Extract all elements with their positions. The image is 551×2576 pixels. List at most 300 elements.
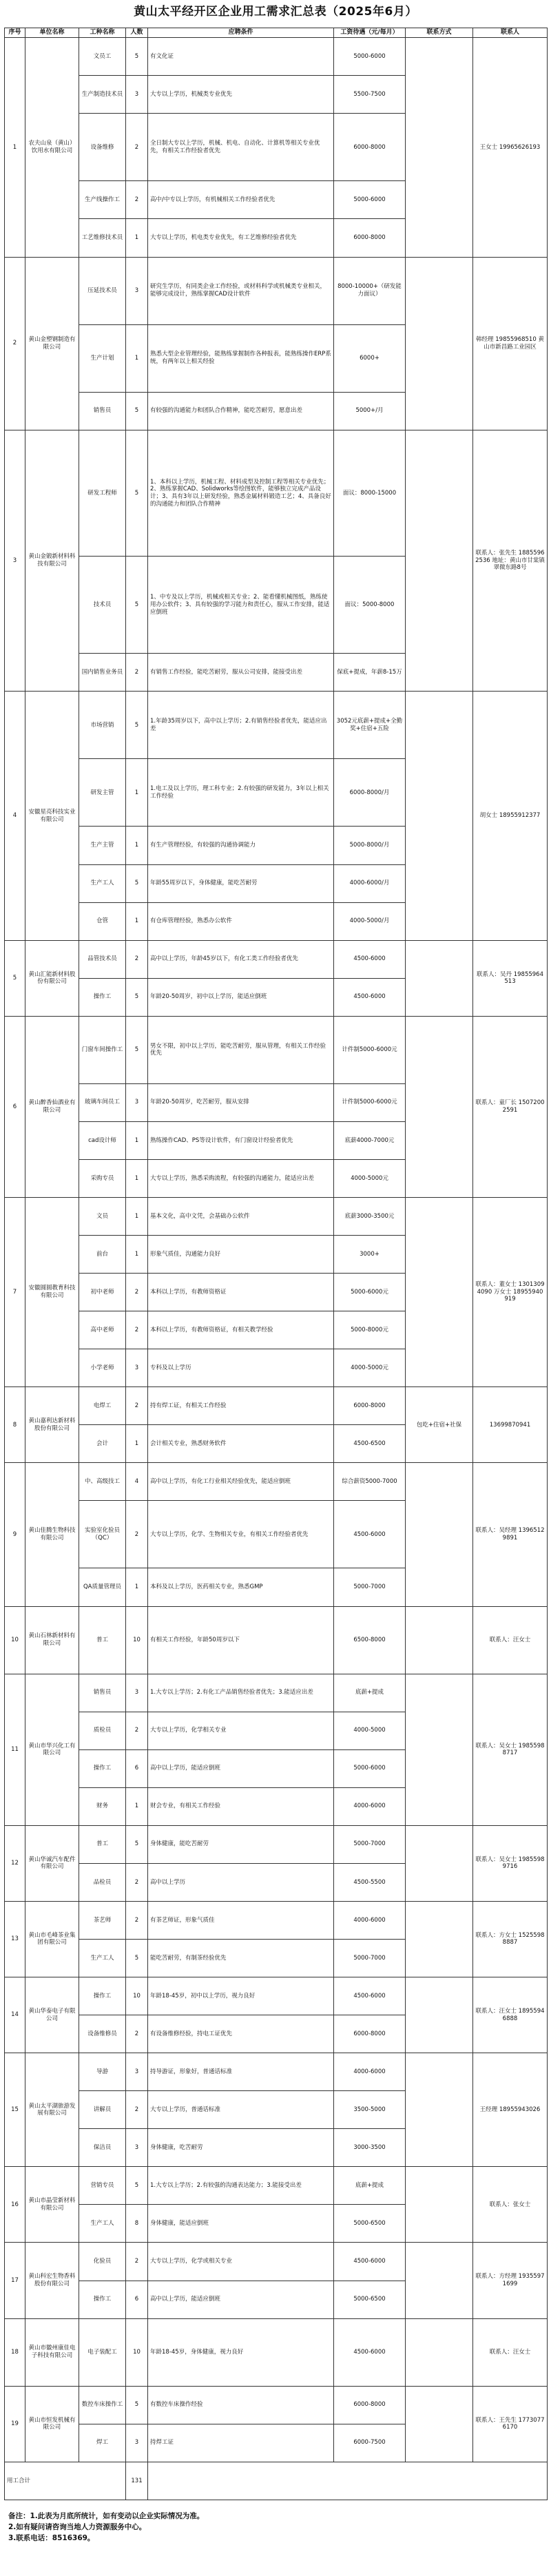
- job-requirements: 大专以上学历，熟悉采购流程，有较强的沟通能力，能适应出差: [148, 1159, 334, 1197]
- job-count: 5: [126, 430, 148, 557]
- company-contact: [406, 940, 473, 1016]
- job-requirements: 持导游证，形象好，普通话标准: [148, 2053, 334, 2091]
- total-label: 用工合计: [5, 2462, 126, 2500]
- job-title: 生产工人: [79, 2205, 126, 2243]
- job-pay: 6000-7500: [334, 2424, 406, 2462]
- table-row: [5, 2386, 548, 2424]
- job-pay: 4000-5000: [334, 1712, 406, 1749]
- job-requirements: 年龄18-45岁，身体健康，视力良好: [148, 2318, 334, 2386]
- table-header-row: [5, 28, 548, 38]
- job-count: 2: [126, 654, 148, 692]
- job-pay: 4500-6000: [334, 1501, 406, 1568]
- job-pay: 5000-6000: [334, 181, 406, 219]
- job-count: 5: [126, 1939, 148, 1977]
- job-count: 1: [126, 1787, 148, 1825]
- company-contact: [406, 2386, 473, 2462]
- company-person: 联系人：汪女士 18955946888: [473, 1977, 548, 2053]
- job-requirements: 大专以上学历，化学或相关专业: [148, 2243, 334, 2281]
- job-title: 玻璃车间员工: [79, 1083, 126, 1121]
- job-requirements: 能吃苦耐劳，有制茶经验优先: [148, 1939, 334, 1977]
- job-requirements: 年龄18-45岁，初中以上学历，视力良好: [148, 1977, 334, 2015]
- job-title: 国内销售业务员: [79, 654, 126, 692]
- job-pay: 4500-6000: [334, 2243, 406, 2281]
- table-row: [5, 38, 548, 76]
- job-count: 2: [126, 1501, 148, 1568]
- job-requirements: 身体健康，吃苦耐劳: [148, 2129, 334, 2167]
- company-name: 黄山科宏生物香料股份有限公司: [25, 2243, 79, 2318]
- company-name: 黄山市华兴化工有限公司: [25, 1674, 79, 1825]
- job-count: 2: [126, 114, 148, 181]
- job-count: 6: [126, 2281, 148, 2318]
- job-title: 前台: [79, 1236, 126, 1274]
- job-requirements: 财会专业，有相关工作经验: [148, 1787, 334, 1825]
- company-person: 联系人：童厂长 15072002591: [473, 1016, 548, 1197]
- job-requirements: 大专以上学历，机电类专业优先，有工艺维修经验者优先: [148, 219, 334, 257]
- job-count: 3: [126, 1083, 148, 1121]
- job-requirements: 高中/中专以上学历，有机械相关工作经验者优先: [148, 181, 334, 219]
- table-row: [5, 940, 548, 978]
- company-person: 联系人：方女士 15255988887: [473, 1901, 548, 1977]
- header-cell: 联系方式: [406, 28, 473, 38]
- table-row: [5, 1606, 548, 1674]
- job-requirements: 有设备维修经验，持电工证优先: [148, 2015, 334, 2053]
- job-pay: 底薪+提成: [334, 1674, 406, 1712]
- header-cell: 工种名称: [79, 28, 126, 38]
- company-contact: [406, 2243, 473, 2318]
- job-pay: 6000-8000: [334, 2015, 406, 2053]
- job-count: 1: [126, 1236, 148, 1274]
- job-title: 普工: [79, 1606, 126, 1674]
- job-title: 技术员: [79, 557, 126, 654]
- job-count: 5: [126, 2386, 148, 2424]
- table-row: [5, 2053, 548, 2091]
- company-contact: [406, 1197, 473, 1386]
- job-pay: 面议：5000-8000: [334, 557, 406, 654]
- company-number: 3: [5, 430, 25, 692]
- job-requirements: 本科及以上学历，医药相关专业，熟悉GMP: [148, 1568, 334, 1606]
- table-body: [5, 38, 548, 2500]
- total-count: 131: [126, 2462, 148, 2500]
- job-requirements: 1、中专及以上学历，机械或相关专业；2、能看懂机械图纸，熟练使用办公软件；3、具有较强的学习能力和责任心，服从工作安排，能适应倒班: [148, 557, 334, 654]
- table-row: [5, 1977, 548, 2015]
- company-person: 胡女士 18955912377: [473, 692, 548, 940]
- job-title: 品管技术员: [79, 940, 126, 978]
- job-requirements: 1.大专以上学历；2.有化工产品销售经验者优先；3.能适应出差: [148, 1674, 334, 1712]
- job-pay: 计件制5000-6000元: [334, 1083, 406, 1121]
- job-pay: 5000-7000: [334, 1825, 406, 1863]
- job-requirements: 年龄20-50周岁，初中以上学历，能适应倒班: [148, 978, 334, 1016]
- company-name: 黄山市恒发机械有限公司: [25, 2386, 79, 2462]
- company-number: 8: [5, 1387, 25, 1463]
- job-count: 2: [126, 940, 148, 978]
- company-person: 王女士 19965626193: [473, 38, 548, 257]
- job-pay: 8000-10000+（研发能力面议）: [334, 257, 406, 324]
- company-contact: [406, 257, 473, 430]
- job-summary-table: [4, 28, 548, 2500]
- job-count: 2: [126, 1901, 148, 1939]
- job-title: 压延技术员: [79, 257, 126, 324]
- company-person: 联系人：方经理 19355971699: [473, 2243, 548, 2318]
- table-row: [5, 1901, 548, 1939]
- company-name: 安徽星亮科技实业有限公司: [25, 692, 79, 940]
- company-contact: [406, 1825, 473, 1901]
- company-number: 10: [5, 1606, 25, 1674]
- job-requirements: 形象气质佳，沟通能力良好: [148, 1236, 334, 1274]
- job-requirements: 持有焊工证，有相关工作经验: [148, 1387, 334, 1425]
- company-number: 9: [5, 1463, 25, 1606]
- job-pay: 5000-7000: [334, 1939, 406, 1977]
- company-number: 6: [5, 1016, 25, 1197]
- job-count: 5: [126, 692, 148, 759]
- company-name: 黄山汇能新材料股份有限公司: [25, 940, 79, 1016]
- job-title: 普工: [79, 1825, 126, 1863]
- total-row: [5, 2462, 548, 2500]
- company-name: 黄山华泰电子有限公司: [25, 1977, 79, 2053]
- job-pay: 4500-6000: [334, 940, 406, 978]
- job-title: 设备维修员: [79, 2015, 126, 2053]
- job-pay: 5000-8000元: [334, 1311, 406, 1349]
- job-count: 5: [126, 978, 148, 1016]
- job-requirements: 有茶艺师证，形象气质佳: [148, 1901, 334, 1939]
- job-pay: 3000-3500: [334, 2129, 406, 2167]
- job-count: 3: [126, 1349, 148, 1387]
- job-requirements: 有生产管理经验，有较强的沟通协调能力: [148, 827, 334, 864]
- job-count: 1: [126, 759, 148, 827]
- job-count: 1: [126, 1197, 148, 1235]
- company-number: 14: [5, 1977, 25, 2053]
- job-title: 文员工: [79, 38, 126, 76]
- job-requirements: 1.年龄35周岁以下，高中以上学历；2.有销售经验者优先，能适应出差: [148, 692, 334, 759]
- job-pay: 5000-6000: [334, 1749, 406, 1787]
- job-count: 5: [126, 1825, 148, 1863]
- job-count: 3: [126, 2129, 148, 2167]
- company-name: 黄山金塑钢制造有限公司: [25, 257, 79, 430]
- job-title: 会计: [79, 1425, 126, 1463]
- company-name: 黄山华诚汽车配件有限公司: [25, 1825, 79, 1901]
- job-pay: 6000-8000: [334, 114, 406, 181]
- job-title: 生产线操作工: [79, 181, 126, 219]
- job-count: 1: [126, 902, 148, 940]
- job-requirements: 高中以上学历，年龄45岁以下，有化工类工作经验者优先: [148, 940, 334, 978]
- job-count: 2: [126, 2015, 148, 2053]
- job-requirements: 本科以上学历，有教师资格证: [148, 1274, 334, 1311]
- job-count: 3: [126, 257, 148, 324]
- table-row: [5, 1463, 548, 1501]
- job-title: 销售员: [79, 1674, 126, 1712]
- job-requirements: 1.大专以上学历；2.有较强的沟通表达能力；3.能接受出差: [148, 2167, 334, 2205]
- table-row: [5, 1674, 548, 1712]
- job-title: 工艺维修技术员: [79, 219, 126, 257]
- company-person: 联系人：张先生 18855962536 地址：黄山市甘棠镇翠微东路8号: [473, 430, 548, 692]
- job-requirements: 基本文化，高中文凭，会基础办公软件: [148, 1197, 334, 1235]
- job-count: 1: [126, 1159, 148, 1197]
- header-cell: 单位名称: [25, 28, 79, 38]
- job-pay: 5500-7500: [334, 76, 406, 114]
- job-pay: 6500-8000: [334, 1606, 406, 1674]
- job-count: 2: [126, 2243, 148, 2281]
- job-requirements: 1、本科以上学历，机械工程、材料成型及控制工程等相关专业优先；2、熟练掌握CAD、Solidworks等绘图软件，能够独立完成产品设计；3、具有3年以上研发经验，熟悉金属材料锻造工艺；4、具备良好的沟通能力和团队合作精神: [148, 430, 334, 557]
- company-contact: [406, 692, 473, 940]
- header-cell: 人数: [126, 28, 148, 38]
- company-name: 安徽圆圆教育科技有限公司: [25, 1197, 79, 1386]
- job-title: 操作工: [79, 978, 126, 1016]
- job-count: 2: [126, 1274, 148, 1311]
- job-title: 研发工程师: [79, 430, 126, 557]
- job-title: 操作工: [79, 2281, 126, 2318]
- company-name: 黄山市毛峰茶业集团有限公司: [25, 1901, 79, 1977]
- company-contact: [406, 2318, 473, 2386]
- company-contact: [406, 1977, 473, 2053]
- job-pay: 4000-6000: [334, 2053, 406, 2091]
- job-title: 茶艺师: [79, 1901, 126, 1939]
- company-number: 5: [5, 940, 25, 1016]
- table-row: [5, 2318, 548, 2386]
- company-contact: [406, 2053, 473, 2167]
- company-name: 黄山醉香仙酒业有限公司: [25, 1016, 79, 1197]
- job-requirements: 男女不限，初中以上学历，能吃苦耐劳，服从管理，有相关工作经验优先: [148, 1016, 334, 1083]
- job-count: 2: [126, 1311, 148, 1349]
- company-name: 黄山太平湖旅游发展有限公司: [25, 2053, 79, 2167]
- job-requirements: 高中以上学历，能适应倒班: [148, 2281, 334, 2318]
- job-pay: 底薪+提成: [334, 2167, 406, 2205]
- job-count: 2: [126, 181, 148, 219]
- company-person: 联系人：汪女士: [473, 1606, 548, 1674]
- job-pay: 4000-6000: [334, 1901, 406, 1939]
- job-requirements: 有较强的沟通能力和团队合作精神，能吃苦耐劳，愿意出差: [148, 392, 334, 430]
- company-number: 13: [5, 1901, 25, 1977]
- job-pay: 4500-6500: [334, 1425, 406, 1463]
- company-contact: [406, 1016, 473, 1197]
- job-count: 8: [126, 2205, 148, 2243]
- job-pay: 6000-8000: [334, 1387, 406, 1425]
- job-pay: 计件制5000-6000元: [334, 1016, 406, 1083]
- job-requirements: 高中以上学历，能适应倒班: [148, 1749, 334, 1787]
- job-title: 数控车床操作工: [79, 2386, 126, 2424]
- job-title: 焊工: [79, 2424, 126, 2462]
- job-title: 生产工人: [79, 864, 126, 902]
- company-contact: [406, 2167, 473, 2243]
- job-requirements: 熟悉大型企业管理经验，能熟练掌握制作各种报表，能熟练操作ERP系统，有两年以上相关经验: [148, 324, 334, 392]
- job-count: 2: [126, 2091, 148, 2129]
- company-person: 联系人：董女士 13013094090 万女士 18955940919: [473, 1197, 548, 1386]
- job-pay: 面议：8000-15000: [334, 430, 406, 557]
- company-name: 农夫山泉（黄山）饮用水有限公司: [25, 38, 79, 257]
- job-pay: 6000-8000: [334, 2386, 406, 2424]
- job-pay: 4500-6000: [334, 2318, 406, 2386]
- job-requirements: 年龄20-50周岁，吃苦耐劳，服从安排: [148, 1083, 334, 1121]
- job-count: 6: [126, 1749, 148, 1787]
- job-count: 3: [126, 2053, 148, 2091]
- job-requirements: 有文化证: [148, 38, 334, 76]
- job-title: 销售员: [79, 392, 126, 430]
- job-title: 讲解员: [79, 2091, 126, 2129]
- job-title: 生产工人: [79, 1939, 126, 1977]
- job-count: 10: [126, 2318, 148, 2386]
- job-count: 10: [126, 1977, 148, 2015]
- job-pay: 4000-6000/月: [334, 864, 406, 902]
- job-title: 操作工: [79, 1749, 126, 1787]
- job-pay: 5000-8000/月: [334, 827, 406, 864]
- job-pay: 4500-6000: [334, 978, 406, 1016]
- job-pay: 3052元底薪+提成+全勤奖+住宿+五险: [334, 692, 406, 759]
- footer-notes: [8, 2511, 539, 2544]
- company-person: 联系人：吴经理 13965129891: [473, 1463, 548, 1606]
- company-name: 黄山佳腾生物科技有限公司: [25, 1463, 79, 1606]
- job-title: 化验员: [79, 2243, 126, 2281]
- job-count: 5: [126, 392, 148, 430]
- job-title: 生产计划: [79, 324, 126, 392]
- company-number: 12: [5, 1825, 25, 1901]
- job-pay: 底薪4000-7000元: [334, 1121, 406, 1159]
- job-title: 电焊工: [79, 1387, 126, 1425]
- job-title: 实验室化验员（QC）: [79, 1501, 126, 1568]
- company-person: 联系人：吴女士 19855989716: [473, 1825, 548, 1901]
- job-count: 2: [126, 1712, 148, 1749]
- job-title: cad设计师: [79, 1121, 126, 1159]
- job-requirements: 高中以上学历，有化工行业相关经验优先，能适应倒班: [148, 1463, 334, 1501]
- job-count: 2: [126, 1387, 148, 1425]
- job-requirements: 大专以上学历，化学、生物相关专业，有相关工作经验者优先: [148, 1501, 334, 1568]
- job-requirements: 大专以上学历，机械类专业优先: [148, 76, 334, 114]
- job-count: 5: [126, 2167, 148, 2205]
- company-person: 联系人：王先生 17730776170: [473, 2386, 548, 2462]
- company-number: 19: [5, 2386, 25, 2462]
- job-title: 导游: [79, 2053, 126, 2091]
- job-title: 高中老师: [79, 1311, 126, 1349]
- job-requirements: 有仓库管理经验，熟悉办公软件: [148, 902, 334, 940]
- company-number: 2: [5, 257, 25, 430]
- job-title: 保洁员: [79, 2129, 126, 2167]
- company-contact: [406, 1901, 473, 1977]
- company-person: 王经理 18955943026: [473, 2053, 548, 2167]
- job-pay: 5000-6500: [334, 2205, 406, 2243]
- job-requirements: 高中以上学历: [148, 1863, 334, 1901]
- job-title: 采购专员: [79, 1159, 126, 1197]
- footer-note-3: 3.联系电话：8516369。: [8, 2534, 95, 2542]
- job-title: QA质量管理员: [79, 1568, 126, 1606]
- job-requirements: 有相关工作经验，年龄50周岁以下: [148, 1606, 334, 1674]
- total-filler: [148, 2462, 548, 2500]
- job-title: 营销专员: [79, 2167, 126, 2205]
- job-pay: 6000-8000: [334, 219, 406, 257]
- company-name: 黄山市晶莹新材料有限公司: [25, 2167, 79, 2243]
- job-requirements: 身体健康，能吃苦耐劳: [148, 1825, 334, 1863]
- company-contact: [406, 430, 473, 692]
- footer-note-2: 2.如有疑问请咨询当地人力资源服务中心。: [8, 2523, 147, 2531]
- job-requirements: 大专以上学历，普通话标准: [148, 2091, 334, 2129]
- job-title: 门窗车间操作工: [79, 1016, 126, 1083]
- company-contact: [406, 1674, 473, 1825]
- company-contact: [406, 38, 473, 257]
- job-title: 仓管: [79, 902, 126, 940]
- job-count: 10: [126, 1606, 148, 1674]
- job-pay: 4000-5000元: [334, 1159, 406, 1197]
- job-count: 5: [126, 1016, 148, 1083]
- job-requirements: 熟练操作CAD、PS等设计软件，有门窗设计经验者优先: [148, 1121, 334, 1159]
- company-number: 15: [5, 2053, 25, 2167]
- company-contact: [406, 1463, 473, 1606]
- header-cell: 工资待遇（元/每月）: [334, 28, 406, 38]
- job-pay: 5000-6000: [334, 38, 406, 76]
- job-count: 3: [126, 76, 148, 114]
- job-count: 1: [126, 1425, 148, 1463]
- footer-note-1: 备注：1.此表为月底所统计，如有变动以企业实际情况为准。: [8, 2512, 205, 2520]
- job-requirements: 持焊工证: [148, 2424, 334, 2462]
- job-title: 初中老师: [79, 1274, 126, 1311]
- company-name: 黄山石林新材料有限公司: [25, 1606, 79, 1674]
- job-pay: 5000-6500: [334, 2281, 406, 2318]
- job-count: 4: [126, 1463, 148, 1501]
- job-pay: 底薪3000-3500元: [334, 1197, 406, 1235]
- job-title: 质检员: [79, 1712, 126, 1749]
- job-pay: 4000-6000: [334, 1787, 406, 1825]
- company-name: 黄山嘉利达新材料股份有限公司: [25, 1387, 79, 1463]
- company-number: 17: [5, 2243, 25, 2318]
- job-count: 3: [126, 1674, 148, 1712]
- table-row: [5, 1197, 548, 1235]
- job-title: 品检员: [79, 1863, 126, 1901]
- company-person: 韩经理 19855968510 黄山市新昌路工业园区: [473, 257, 548, 430]
- job-count: 5: [126, 38, 148, 76]
- job-title: 市场营销: [79, 692, 126, 759]
- company-person: 联系人：张女士: [473, 2167, 548, 2243]
- header-cell: 应聘条件: [148, 28, 334, 38]
- job-pay: 4000-5000元: [334, 1349, 406, 1387]
- job-count: 2: [126, 1863, 148, 1901]
- job-count: 5: [126, 864, 148, 902]
- job-pay: 保底+提成，年薪8-15万: [334, 654, 406, 692]
- job-title: 研发主管: [79, 759, 126, 827]
- company-number: 1: [5, 38, 25, 257]
- job-pay: 4500-5500: [334, 1863, 406, 1901]
- table-row: [5, 430, 548, 557]
- company-person: 联系人：吴丹 19855964513: [473, 940, 548, 1016]
- company-number: 18: [5, 2318, 25, 2386]
- job-pay: 5000-6000元: [334, 1274, 406, 1311]
- job-title: 操作工: [79, 1977, 126, 2015]
- job-count: 3: [126, 2424, 148, 2462]
- job-pay: 综合薪资5000-7000: [334, 1463, 406, 1501]
- company-contact: 包吃+住宿+社保: [406, 1387, 473, 1463]
- job-title: 文员: [79, 1197, 126, 1235]
- company-number: 7: [5, 1197, 25, 1386]
- job-title: 生产制造技术员: [79, 76, 126, 114]
- job-count: 5: [126, 557, 148, 654]
- job-title: 小学老师: [79, 1349, 126, 1387]
- company-name: 黄山市徽州康佳电子科技有限公司: [25, 2318, 79, 2386]
- table-row: [5, 2243, 548, 2281]
- job-count: 1: [126, 324, 148, 392]
- job-requirements: 1.电工及以上学历，理工科专业；2.有较强的研发能力，3年以上相关工作经验: [148, 759, 334, 827]
- company-person: 13699870941: [473, 1387, 548, 1463]
- table-row: [5, 1016, 548, 1083]
- table-row: [5, 1825, 548, 1863]
- job-requirements: 本科以上学历，有教师资格证，有相关教学经验: [148, 1311, 334, 1349]
- job-pay: 4000-5000/月: [334, 902, 406, 940]
- job-count: 1: [126, 1121, 148, 1159]
- table-row: [5, 692, 548, 759]
- job-requirements: 会计相关专业，熟悉财务软件: [148, 1425, 334, 1463]
- job-count: 1: [126, 219, 148, 257]
- job-title: 中、高级技工: [79, 1463, 126, 1501]
- job-title: 财务: [79, 1787, 126, 1825]
- job-pay: 3000+: [334, 1236, 406, 1274]
- job-requirements: 有数控车床操作经验: [148, 2386, 334, 2424]
- company-person: 联系人：吴女士 19855988717: [473, 1674, 548, 1825]
- company-number: 16: [5, 2167, 25, 2243]
- company-person: 联系人：汪女士: [473, 2318, 548, 2386]
- job-requirements: 身体健康，能适应倒班: [148, 2205, 334, 2243]
